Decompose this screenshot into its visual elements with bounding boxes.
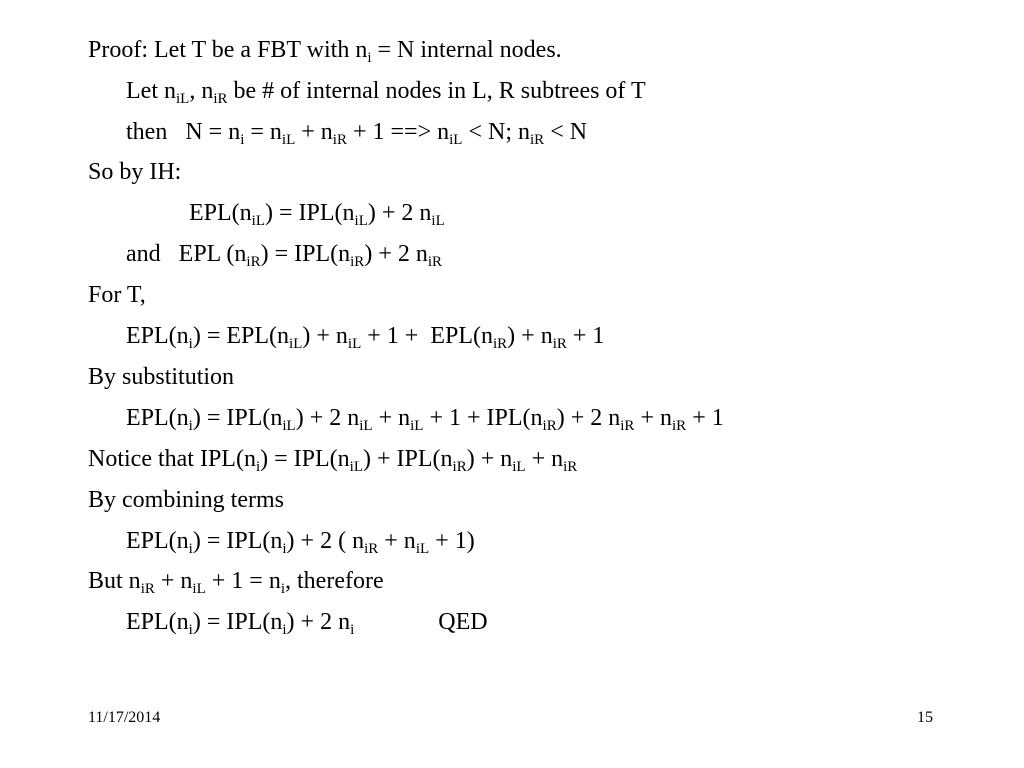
text-run: < N xyxy=(544,119,588,145)
text-run: then N = n xyxy=(126,119,241,145)
text-run: ) = IPL(n xyxy=(192,528,283,554)
subscript: iR xyxy=(140,581,155,597)
proof-line-15 xyxy=(126,608,488,636)
text-run: Let n xyxy=(126,78,176,104)
proof-line-11 xyxy=(88,445,577,473)
subscript: iL xyxy=(410,418,424,434)
subscript: iL xyxy=(251,213,266,229)
text-run: ) + IPL(n xyxy=(363,446,453,472)
proof-line-14 xyxy=(88,567,384,595)
subscript: iL xyxy=(431,213,445,229)
text-run: EPL(n xyxy=(126,528,189,554)
subscript: i xyxy=(280,581,286,597)
proof-line-2 xyxy=(126,77,646,105)
subscript: i xyxy=(188,418,193,434)
proof-line-1 xyxy=(88,36,562,64)
text-run: ) = IPL(n xyxy=(260,446,350,472)
text-run: ) + n xyxy=(302,323,348,349)
page-number: 15 xyxy=(917,709,933,726)
subscript: iR xyxy=(492,336,508,352)
text-run: For T, xyxy=(88,282,146,308)
subscript: iR xyxy=(213,91,228,107)
subscript: i xyxy=(188,336,193,352)
text-run: + 1 xyxy=(686,405,724,431)
text-run: So by IH: xyxy=(88,159,182,185)
subscript: i xyxy=(350,622,355,638)
text-run: ) = IPL(n xyxy=(265,200,355,226)
text-run: EPL(n xyxy=(189,200,252,226)
subscript: i xyxy=(282,541,287,557)
text-run: + n xyxy=(525,446,564,472)
text-run: EPL(n xyxy=(126,609,189,635)
subscript: iR xyxy=(350,254,365,270)
text-run: = N internal nodes. xyxy=(371,37,562,63)
text-run: ) + 2 ( n xyxy=(286,528,365,554)
text-run: , n xyxy=(189,78,214,104)
text-run: + 1 + IPL(n xyxy=(423,405,543,431)
text-run: ) + 2 n xyxy=(364,241,428,267)
text-run: + n xyxy=(295,119,333,145)
subscript: iR xyxy=(552,336,567,352)
text-run: ) = IPL(n xyxy=(192,609,283,635)
subscript: iR xyxy=(364,541,379,557)
proof-line-13 xyxy=(126,527,475,555)
proof-line-9 xyxy=(88,363,234,391)
subscript: iL xyxy=(349,459,363,475)
text-run: + 1 + EPL(n xyxy=(361,323,493,349)
text-run: ) = EPL(n xyxy=(192,323,290,349)
subscript: iL xyxy=(192,581,206,597)
subscript: iL xyxy=(354,213,368,229)
subscript: i xyxy=(188,541,193,557)
subscript: iR xyxy=(563,459,578,475)
subscript: iR xyxy=(246,254,261,270)
subscript: iL xyxy=(359,418,373,434)
subscript: iR xyxy=(530,132,545,148)
subscript: iL xyxy=(289,336,303,352)
proof-line-6 xyxy=(126,240,442,268)
subscript: i xyxy=(255,459,261,475)
text-run: EPL(n xyxy=(126,323,189,349)
subscript: iR xyxy=(620,418,635,434)
text-run: , therefore xyxy=(285,568,384,594)
text-run: ) + n xyxy=(507,323,553,349)
proof-line-5 xyxy=(189,199,445,227)
text-run: + 1 xyxy=(566,323,605,349)
text-run: ) + n xyxy=(466,446,513,472)
text-run: ) + 2 n xyxy=(286,609,351,635)
subscript: i xyxy=(282,622,287,638)
text-run: ) + 2 n xyxy=(556,405,621,431)
subscript: iR xyxy=(672,418,687,434)
proof-line-3 xyxy=(126,118,587,146)
proof-line-8 xyxy=(126,322,604,350)
text-run: ) = IPL(n xyxy=(192,405,283,431)
text-run: + n xyxy=(372,405,411,431)
subscript: iL xyxy=(281,132,296,148)
subscript: iL xyxy=(415,541,430,557)
proof-line-7 xyxy=(88,281,146,309)
text-run: ) + 2 n xyxy=(367,200,432,226)
text-run: be # of internal nodes in L, R subtrees of T xyxy=(227,78,646,104)
subscript: iL xyxy=(347,336,362,352)
text-run: EPL(n xyxy=(126,405,189,431)
subscript: iL xyxy=(282,418,296,434)
text-run: + 1) xyxy=(429,528,475,554)
text-run: By substitution xyxy=(88,364,235,390)
text-run: < N; n xyxy=(462,119,531,145)
subscript: iR xyxy=(452,459,467,475)
text-run: ) = IPL(n xyxy=(260,241,351,267)
text-run: ) + 2 n xyxy=(295,405,360,431)
subscript: i xyxy=(240,132,245,148)
text-run: and EPL (n xyxy=(126,241,247,267)
text-run: QED xyxy=(354,609,488,635)
proof-line-10 xyxy=(126,404,724,432)
subscript: iR xyxy=(542,418,557,434)
text-run: + n xyxy=(154,568,193,594)
footer-date: 11/17/2014 xyxy=(88,709,161,726)
subscript: iR xyxy=(332,132,347,148)
text-run: Notice that IPL(n xyxy=(88,446,256,472)
text-run: Proof: Let T be a FBT with n xyxy=(88,37,368,63)
subscript: iL xyxy=(449,132,463,148)
subscript: i xyxy=(188,622,193,638)
text-run: But n xyxy=(88,568,141,594)
text-run: By combining terms xyxy=(88,487,284,513)
text-run: + n xyxy=(634,405,672,431)
subscript: iL xyxy=(512,459,526,475)
subscript: iL xyxy=(175,91,190,107)
subscript: iR xyxy=(427,254,443,270)
text-run: + n xyxy=(378,528,416,554)
text-run: + 1 = n xyxy=(205,568,281,594)
proof-line-4 xyxy=(88,158,181,186)
text-run: = n xyxy=(244,119,282,145)
proof-line-12 xyxy=(88,486,284,514)
subscript: i xyxy=(367,50,372,66)
text-run: + 1 ==> n xyxy=(346,119,450,145)
